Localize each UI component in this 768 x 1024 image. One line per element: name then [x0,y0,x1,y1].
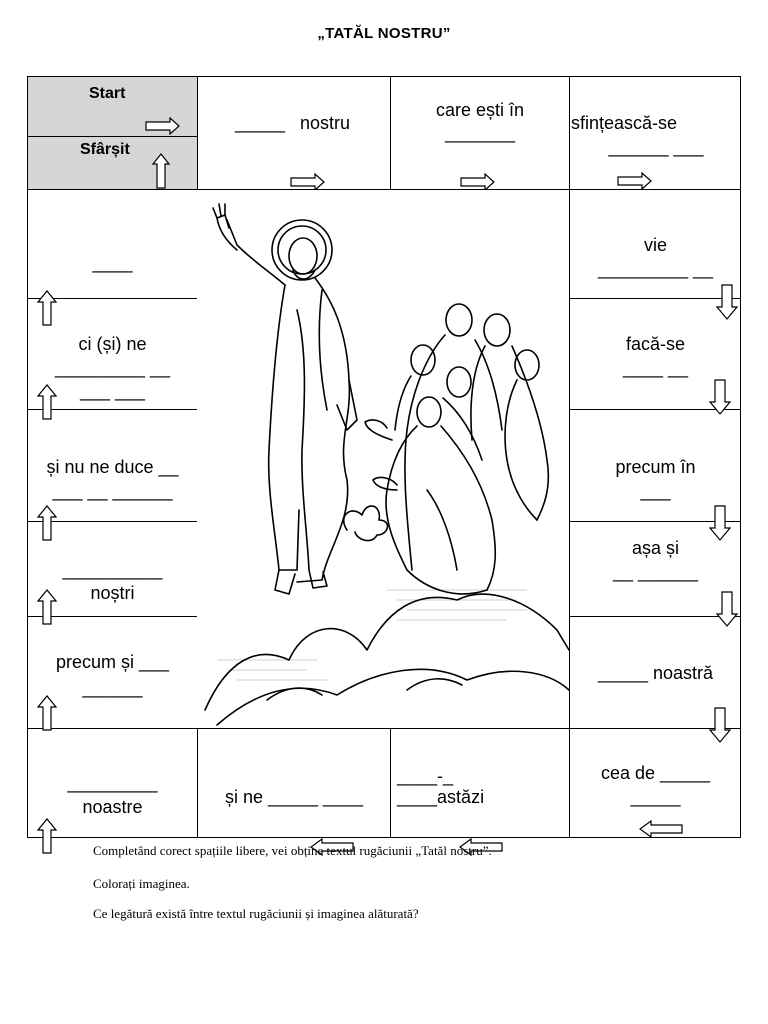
cell-left-2-line1: ci (și) ne [78,334,147,354]
arrow-up-icon [37,695,57,731]
cell-bottom-mid-r-line1: ____-_ [397,766,454,786]
cell-top-2-line1: care ești în [435,100,525,120]
arrow-up-icon [37,290,57,326]
arrow-up-icon [37,818,57,854]
arrow-right-icon [617,172,653,190]
cell-top-3-line2: ______ ___ [608,137,704,157]
jesus-apostles-illustration [197,190,569,728]
arrow-down-icon [709,379,731,415]
arrow-right-icon [460,173,496,191]
cell-right-3-line1: precum în [615,457,696,477]
cell-left-3-line2: ___ __ ______ [52,481,173,501]
cell-right-3-line2: ___ [640,481,671,501]
cell-left-5-line1: precum și ___ [55,652,170,672]
cell-bottom-left-line1: _________ [67,773,158,793]
cell-bottom-left-line2: noastre [82,797,143,817]
instruction-2: Colorați imaginea. [93,876,190,891]
cell-top-3-line1: sfințească-se [571,113,678,133]
cell-left-2-line2: _________ __ [54,358,171,378]
arrow-left-icon [639,820,683,838]
arrow-up-icon [37,384,57,420]
cell-bottom-mid-l: și ne _____ ____ [224,787,364,807]
cell-left-2-line3: ___ ___ [79,381,146,401]
cell-left-1: ____ [92,253,133,273]
cell-left-5-line2: ______ [82,678,143,698]
arrow-right-icon [145,117,181,135]
page-title: „TATĂL NOSTRU” [317,25,451,42]
start-label: Start [89,85,126,102]
arrow-down-icon [716,591,738,627]
arrow-right-icon [290,173,326,191]
end-label: Sfârșit [80,141,130,158]
cell-left-3-line1: și nu ne duce __ [46,457,179,477]
arrow-up-icon [37,505,57,541]
cell-bottom-right-line2: _____ [630,787,681,807]
arrow-down-icon [709,707,731,743]
instruction-1: Completând corect spațiile libere, vei obține textul rugăciunii „Tatăl nostru”. [93,843,492,858]
cell-top-2-line2: _______ [444,123,516,143]
cell-right-1-line1: vie [643,235,667,255]
cell-right-2-line1: facă-se [625,334,686,354]
cell-right-1-line2: _________ __ [597,259,714,279]
arrow-up-icon [37,589,57,625]
cell-right-4-line1: așa și [631,538,680,558]
cell-right-2-line2: ____ __ [622,358,689,378]
cell-right-5: _____ noastră [597,663,714,683]
cell-bottom-right-line1: cea de _____ [600,763,711,783]
cell-left-4-line1: __________ [62,560,163,580]
arrow-down-icon [709,505,731,541]
arrow-down-icon [716,284,738,320]
arrow-up-icon [152,153,170,189]
cell-top-1: _____ nostru [234,113,351,133]
cell-left-4-line2: noștri [90,583,135,603]
cell-right-4-line2: __ ______ [612,562,699,582]
cell-bottom-mid-r-line2: ____astăzi [397,787,485,807]
instruction-3: Ce legătură există între textul rugăciunii și imaginea alăturată? [93,906,419,921]
